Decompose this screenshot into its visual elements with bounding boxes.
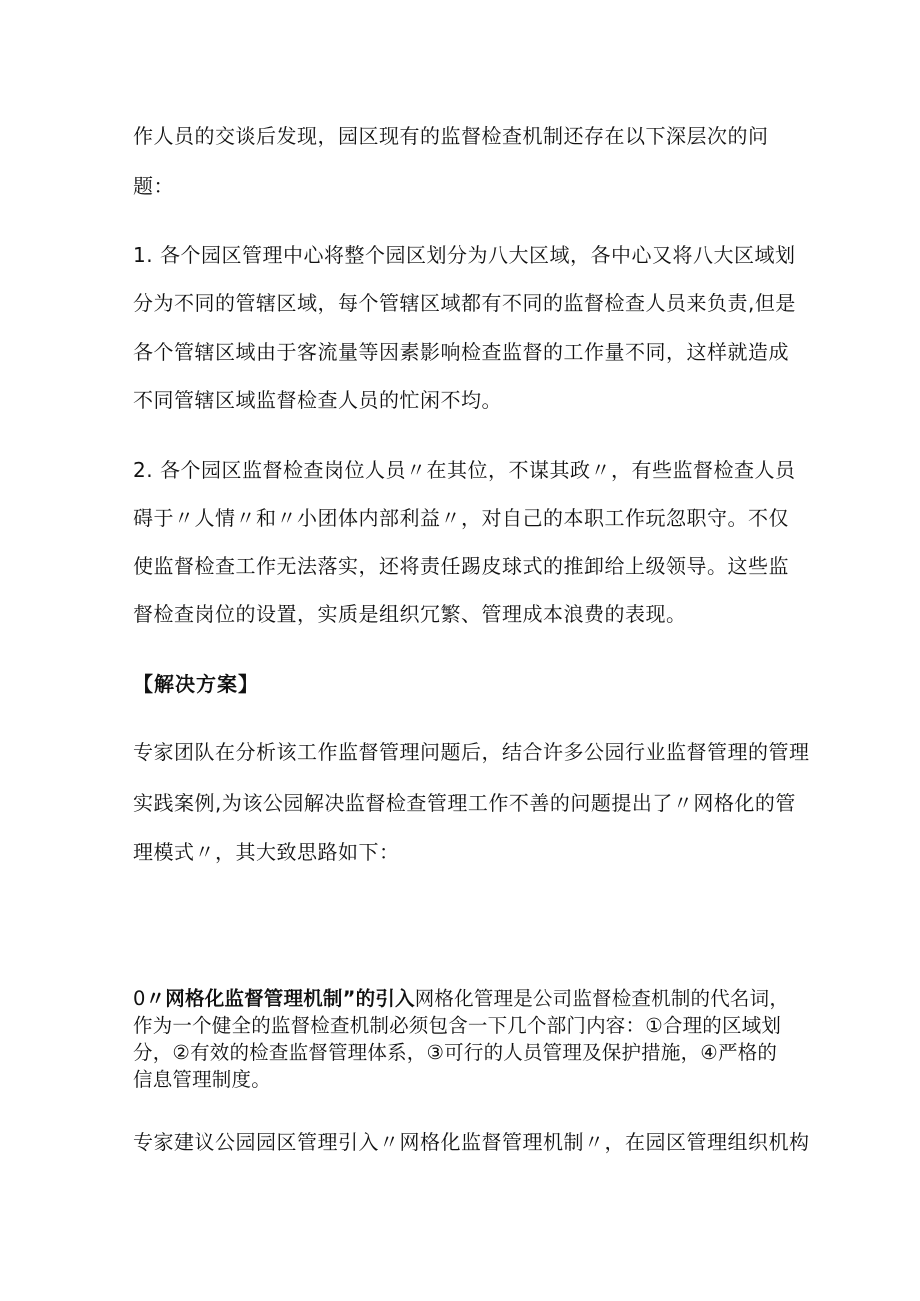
text-line: 理模式〃，其大致思路如下： [133, 840, 400, 864]
text-line: 使监督检查工作无法落实，还将责任踢皮球式的推卸给上级领导。这些监 [133, 554, 789, 578]
section-heading: 【解决方案】 [133, 672, 259, 696]
text-line: 碍于〃人情〃和〃小团体内部利益〃，对自己的本职工作玩忽职守。不仅 [133, 506, 789, 530]
text-line: 作人员的交谈后发现，园区现有的监督检查机制还存在以下深层次的问 [133, 124, 769, 148]
paragraph-text: 网格化管理是公司监督检查机制的代名词， [414, 987, 790, 1010]
text-line: 实践案例,为该公园解决监督检查管理工作不善的问题提出了〃网格化的管 [133, 791, 796, 815]
text-line: 各个管辖区域由于客流量等因素影响检查监督的工作量不同，这样就造成 [133, 340, 789, 364]
text-line: 专家团队在分析该工作监督管理问题后，结合许多公园行业监督管理的管理 [133, 740, 810, 764]
text-line: 2. 各个园区监督检查岗位人员〃在其位，不谋其政〃，有些监督检查人员 [133, 458, 796, 482]
text-line: 专家建议公园园区管理引入〃网格化监督管理机制〃，在园区管理组织机构 [133, 1130, 810, 1154]
text-line: 题： [133, 174, 174, 198]
text-line: 不同管辖区域监督检查人员的忙闲不均。 [133, 388, 502, 412]
text-line [133, 986, 789, 1012]
text-line: 分，②有效的检查监督管理体系，③可行的人员管理及保护措施，④严格的 [133, 1041, 778, 1064]
text-line: 信息管理制度。 [133, 1068, 271, 1091]
paragraph-bold-title: 〃网格化监督管理机制”的引入 [145, 987, 415, 1010]
text-line: 分为不同的管辖区域，每个管辖区域都有不同的监督检查人员来负责,但是 [133, 291, 796, 315]
text-line: 作为一个健全的监督检查机制必须包含一下几个部门内容：①合理的区域划 [133, 1014, 782, 1037]
text-line: 督检查岗位的设置，实质是组织冗繁、管理成本浪费的表现。 [133, 602, 687, 626]
text-line: 1. 各个园区管理中心将整个园区划分为八大区域，各中心又将八大区域划 [133, 243, 796, 267]
list-number: 0 [133, 987, 146, 1010]
